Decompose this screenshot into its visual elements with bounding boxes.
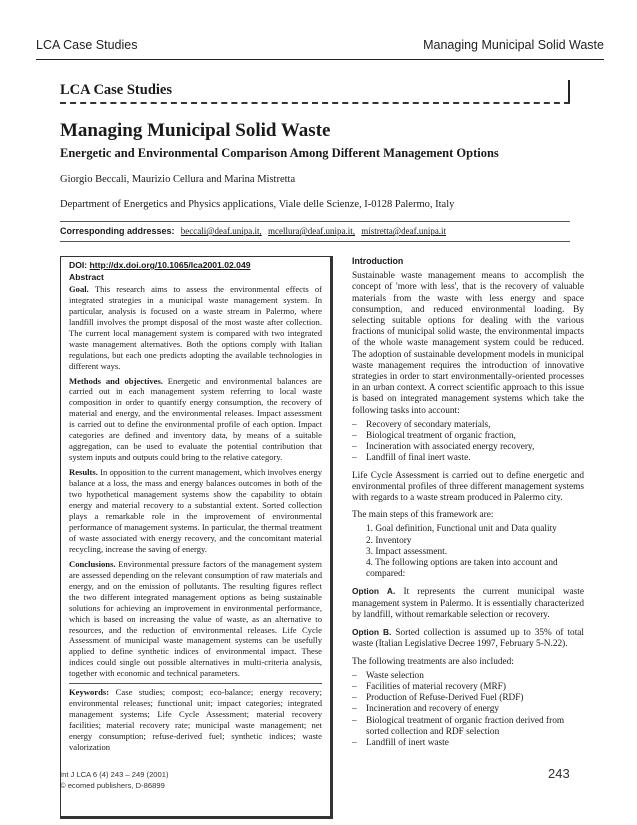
list-item: – Landfill of final inert waste. xyxy=(352,453,584,464)
option-a-text: It represents the current municipal waste management system in Palermo. It is essentially characterized by landfill, without remarkable selection or recovery. xyxy=(352,587,585,620)
step-text: Goal definition, Functional unit and Data quality xyxy=(375,524,557,535)
article-subtitle: Energetic and Environmental Comparison Among Different Management Options xyxy=(60,146,499,160)
corresponding-addresses xyxy=(60,221,570,242)
step-number: 3. xyxy=(366,546,373,557)
email-link[interactable]: mistretta@deaf.unipa.it xyxy=(361,226,447,236)
section-label: LCA Case Studies xyxy=(60,82,172,98)
header-journal-section: LCA Case Studies xyxy=(36,38,138,52)
running-header xyxy=(36,38,604,60)
list-item xyxy=(352,547,584,558)
list-item: – Landfill of inert waste xyxy=(352,738,584,749)
page-number: 243 xyxy=(548,766,570,781)
footer-citation: Int J LCA 6 (4) 243 – 249 (2001) xyxy=(60,770,169,779)
treatments-intro: The following treatments are also included: xyxy=(352,656,514,667)
step-number: 1. xyxy=(366,524,373,535)
article-title: Managing Municipal Solid Waste xyxy=(60,120,331,141)
keywords-head: Keywords: xyxy=(69,687,110,698)
goal-text: This research aims to assess the environmental effects of integrated strategies in a municipal waste management system. In particular, analysis is focused on a waste stream in Palermo, where landfill involves the prompt disposal of the most waste after collection. The current local management system is compared with two integrated waste management alternatives. Both the options comply with Italian regulations, but each one predicts adopting the available technologies in different ways. xyxy=(69,283,323,371)
keywords-text: Case studies; compost; eco-balance; energy recovery; environmental releases; functional unit; impact categories; integrated management systems; Life Cycle Assessment; material recovery facilities; material recovery rate; municipal waste management; net energy consumption; refuse-derived fuel; synthetic indices; waste valorization xyxy=(69,687,322,753)
steps-list xyxy=(352,524,584,580)
list-item: – Production of Refuse-Derived Fuel (RDF) xyxy=(352,693,584,704)
abstract-goal xyxy=(69,284,322,372)
option-b-head: Option B. xyxy=(352,627,392,638)
option-b xyxy=(352,627,584,650)
methods-head: Methods and objectives. xyxy=(69,375,163,386)
step-text: Inventory xyxy=(375,535,412,546)
option-a xyxy=(352,586,584,621)
step-number: 2. xyxy=(366,535,373,546)
list-item xyxy=(352,558,584,580)
abstract-methods xyxy=(69,376,322,464)
list-item: – Recovery of secondary materials, xyxy=(352,420,584,431)
goal-head: Goal. xyxy=(69,283,89,294)
step-text: The following options are taken into account and compared: xyxy=(366,558,558,580)
list-item: – Biological treatment of organic fraction derived from sorted collection and RDF selection xyxy=(352,716,584,738)
conclusions-head: Conclusions. xyxy=(69,558,116,569)
intro-paragraph: Sustainable waste management means to accomplish the concept of 'more with less', that is the recovery of valuable materials from the waste with less energy and space consumption, and reduced environmental loading. By selecting suitable options for dealing with the various fractions of municipal solid waste, the environmental impacts of the whole waste management system could be reduced. The adoption of sustainable development models in municipal waste management requires the introduction of innovative strategies in order to start environmentally-oriented processes in an urban context. A correct scientific approach to this issue is based on integrated management systems which take the following tasks into account: xyxy=(352,271,584,416)
introduction-column xyxy=(352,256,584,755)
option-b-text: Sorted collection is assumed up to 35% of total waste (Italian Legislative Decree 1997, February 5-N.22). xyxy=(352,628,584,650)
steps-intro: The main steps of this framework are: xyxy=(352,510,494,521)
treatments-list xyxy=(352,671,584,749)
option-a-head: Option A. xyxy=(352,586,396,597)
keywords xyxy=(69,683,322,753)
step-number: 4. xyxy=(366,558,373,569)
header-article-title: Managing Municipal Solid Waste xyxy=(423,38,604,52)
list-item xyxy=(352,536,584,547)
lca-paragraph: Life Cycle Assessment is carried out to define energetic and environmental profiles of three different management systems with regards to a waste stream produced in Palermo city. xyxy=(352,470,584,504)
section-band xyxy=(60,82,570,104)
list-item: – Biological treatment of organic fraction, xyxy=(352,431,584,442)
authors: Giorgio Beccali, Maurizio Cellura and Marina Mistretta xyxy=(60,174,296,185)
abstract-box xyxy=(60,256,333,819)
list-item xyxy=(352,524,584,535)
email-link[interactable]: beccali@deaf.unipa.it, xyxy=(180,226,262,236)
methods-text: Energetic and environmental balances are carried out in each management system referring to local waste composition in order to quantify energy consumption, the recovery of material and energy, and the environmental releases. Impact assessment is carried out to define the environmental profile of each option. Impact categories are defined and inventory data, by means of a suitable aggregation, can be used to evaluate the potential contribution that system inputs and outputs could bring to the relative category. xyxy=(69,375,323,463)
results-head: Results. xyxy=(69,467,98,478)
list-item: – Incineration with associated energy recovery, xyxy=(352,442,584,453)
corresponding-label: Corresponding addresses: xyxy=(60,226,175,236)
results-text: In opposition to the current management, which involves energy balance at a loss, the mass and energy balances outcomes in both of the two hypothetical management systems show the capability to obtain energy and material recovery to a substantial extent. Sorted collection plays a remarkable role in the improvement of environmental performance of management systems. In particular, the thermal treatment of waste associated with energy recovery, and the concomitant material recycling, increase the saving of energy. xyxy=(69,467,322,554)
doi-prefix: DOI: xyxy=(69,260,88,270)
section-band-divider xyxy=(568,80,570,102)
doi-link[interactable]: http://dx.doi.org/10.1065/lca2001.02.049 xyxy=(89,260,251,270)
abstract-heading: Abstract xyxy=(69,271,104,282)
introduction-heading: Introduction xyxy=(352,256,404,266)
list-item: – Facilities of material recovery (MRF) xyxy=(352,682,584,693)
list-item: – Incineration and recovery of energy xyxy=(352,704,584,715)
abstract-results xyxy=(69,467,322,555)
footer-publisher: © ecomed publishers, D-86899 xyxy=(60,780,165,790)
affiliation: Department of Energetics and Physics applications, Viale delle Scienze, I-0128 Palermo, Italy xyxy=(60,199,455,210)
footer xyxy=(60,770,169,791)
task-list xyxy=(352,420,584,465)
conclusions-text: Environmental pressure factors of the management system are assessed depending on the relevant consumption of raw materials and energy, and on the emission of pollutants. The resulting figures reflect the two different integrated management options as being sustainable solutions for achieving an improvement in environmental performance, which is based on increasing the value of waste, as an alternative to resources, and the reduction of environmental releases. Life Cycle Assessment of municipal waste management systems can be usefully applied to define synthetic indices of environmental impact. These indices could single out possible alternatives in multi-criteria analysis, together with economic and technical parameters. xyxy=(69,558,322,679)
doi-line xyxy=(69,260,322,271)
abstract-conclusions xyxy=(69,559,322,679)
step-text: Impact assessment. xyxy=(375,546,448,557)
list-item: – Waste selection xyxy=(352,671,584,682)
email-link[interactable]: mcellura@deaf.unipa.it, xyxy=(268,226,356,236)
